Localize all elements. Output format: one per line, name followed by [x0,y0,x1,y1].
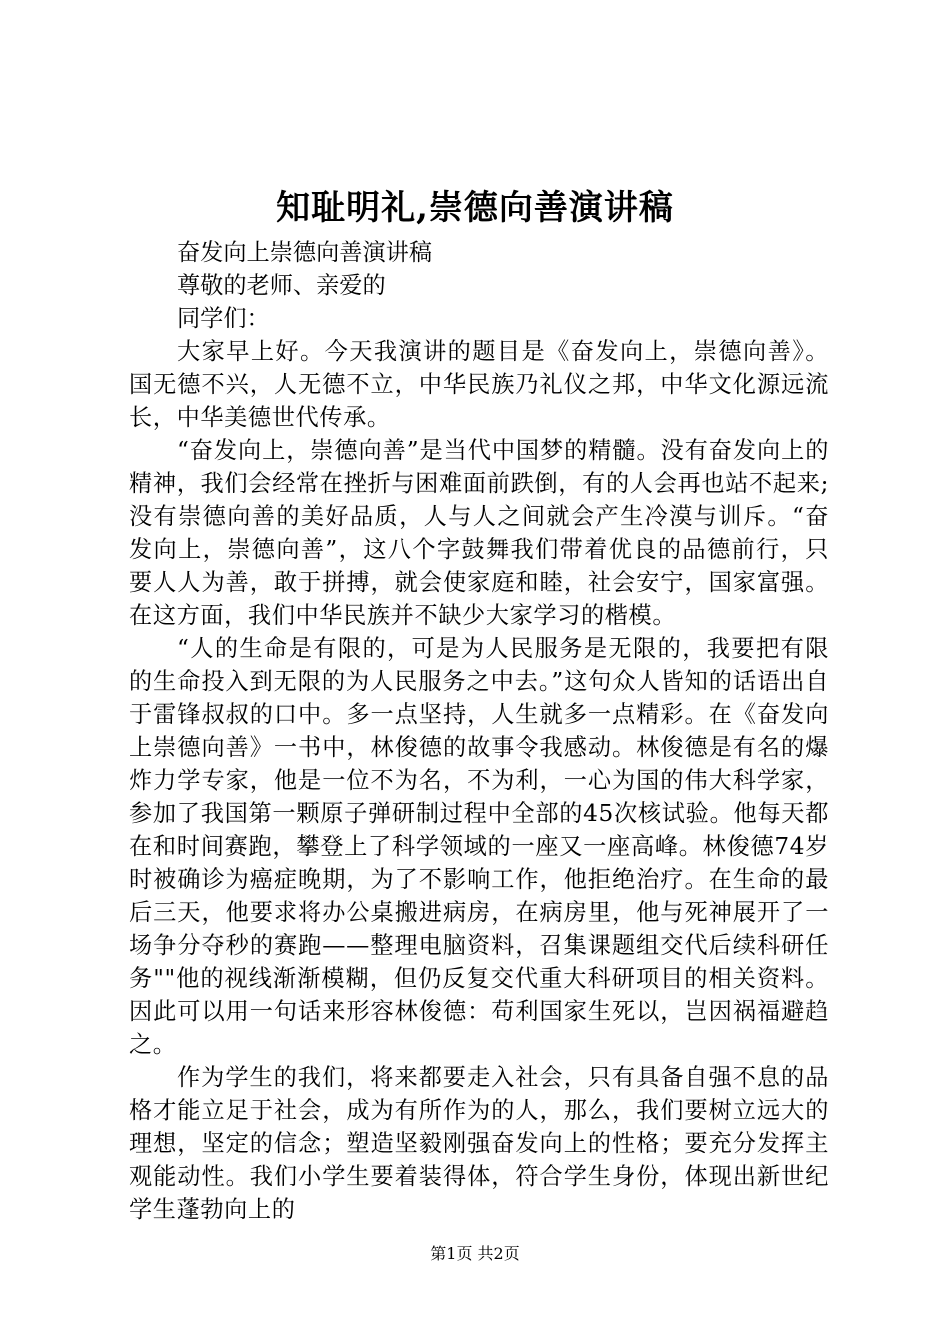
salutation-line: 尊敬的老师、亲爱的 [177,272,386,299]
paragraph-greeting: 大家早上好。今天我演讲的题目是《奋发向上，崇德向善》。国无德不兴，人无德不立，中华民族乃礼仪之邦，中华文化源远流长，中华美德世代传承。 [129,338,829,431]
paragraph-essence: “奋发向上，崇德向善”是当代中国梦的精髓。没有奋发向上的精神，我们会经常在挫折与困难面前跌倒，有的人会再也站不起来;没有崇德向善的美好品质，人与人之间就会产生冷漠与训斥。“奋发向上，崇德向善”，这八个字鼓舞我们带着优良的品德前行，只要人人为善，敢于拼搏，就会使家庭和睦，社会安宁，国家富强。在这方面，我们中华民族并不缺少大家学习的楷模。 [129,437,829,629]
paragraph-students: 作为学生的我们，将来都要走入社会，只有具备自强不息的品格才能立足于社会，成为有所作为的人，那么，我们要树立远大的理想，坚定的信念；塑造坚毅刚强奋发向上的性格；要充分发挥主观能动性。我们小学生要着装得体，符合学生身份，体现出新世纪学生蓬勃向上的 [129,1064,829,1223]
paragraph-lin-junde: “人的生命是有限的，可是为人民服务是无限的，我要把有限的生命投入到无限的为人民服务之中去。”这句众人皆知的话语出自于雷锋叔叔的口中。多一点坚持，人生就多一点精彩。在《奋发向上崇德向善》一书中，林俊德的故事令我感动。林俊德是有名的爆炸力学专家，他是一位不为名，不为利，一心为国的伟大科学家，参加了我国第一颗原子弹研制过程中全部的45次核试验。他每天都在和时间赛跑，攀登上了科学领域的一座又一座高峰。林俊德74岁时被确诊为癌症晚期，为了不影响工作，他拒绝治疗。在生命的最后三天，他要求将办公桌搬进病房，在病房里，他与死神展开了一场争分夺秒的赛跑——整理电脑资料，召集课题组交代后续科研任务""他的视线渐渐模糊，但仍反复交代重大科研项目的相关资料。因此可以用一句话来形容林俊德：苟利国家生死以，岂因祸福避趋之。 [129,635,829,1058]
speech-title-line: 奋发向上崇德向善演讲稿 [177,239,433,266]
document-body [129,236,829,1226]
salutation-continuation-line: 同学们： [177,305,270,332]
document-title: 知耻明礼,崇德向善演讲稿 [276,188,674,228]
page-number-footer: 第1页 共2页 [430,1244,520,1263]
